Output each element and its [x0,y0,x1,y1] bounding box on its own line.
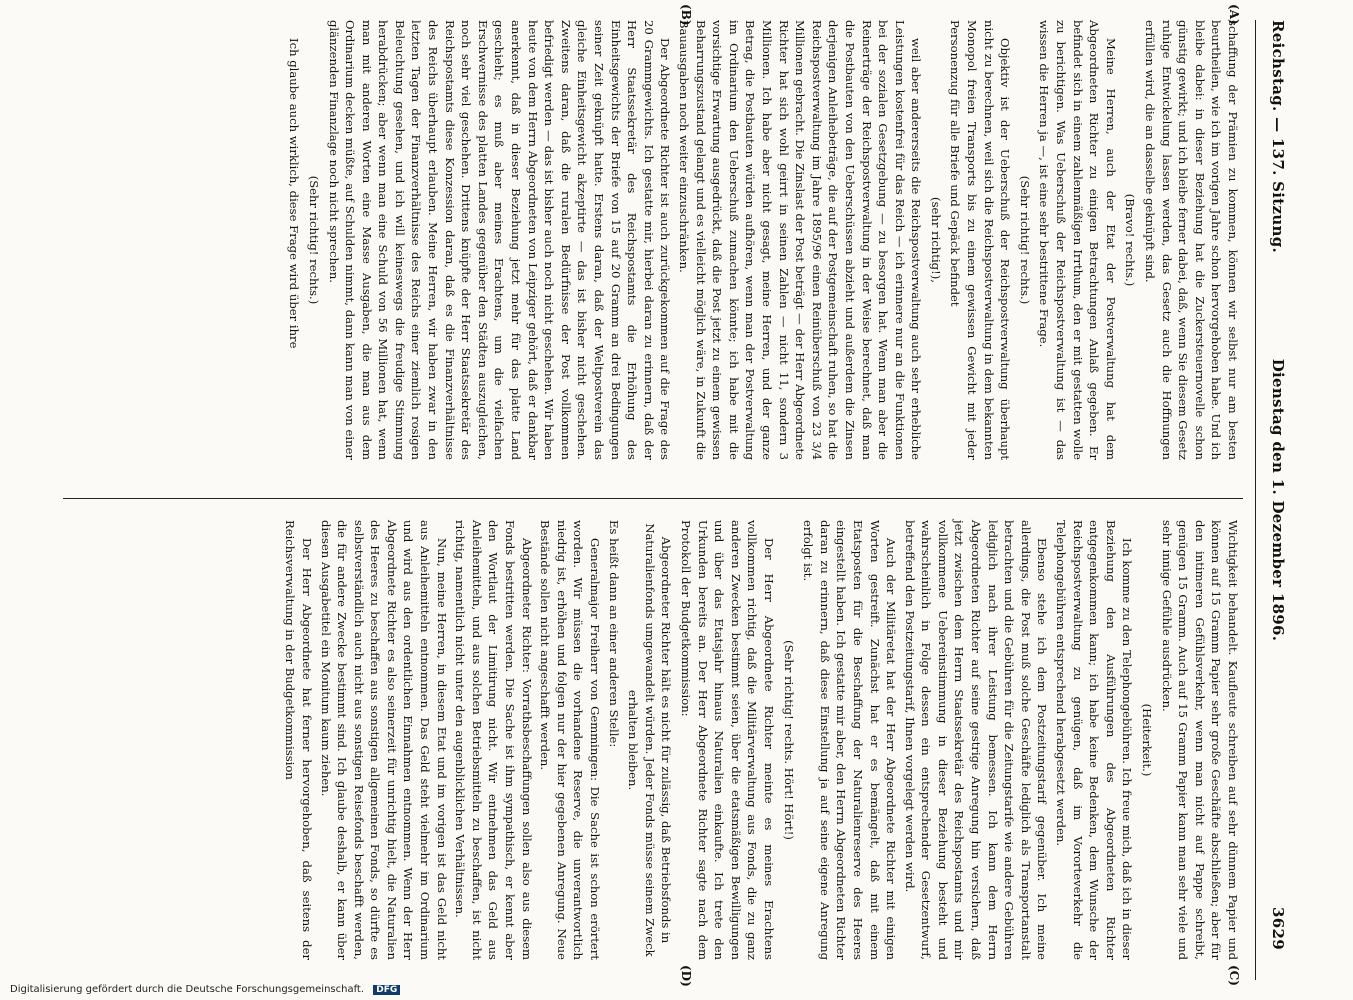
paragraph: (Heiterkeit.) [1140,703,1155,777]
paragraph: Abgeordneter Richter hält es nicht für zulässig, daß Betriebsfonds in Naturalienfonds umgewandelt würden. Jeder Fonds müsse seinem Zweck erhalten bleiben. [626,523,674,957]
paragraph: Objektiv ist der Ueberschuß der Reichspostverwaltung überhaupt nicht zu berechnen, weil sich die Reichspostverwaltung in dem bekannten Monopol freien Transports bis zu einem gewissen Gewicht mit jeder Personenzug für alle Briefe und Gepäck befindet [948,20,1013,460]
paragraph: (Bravo! rechts.) [1123,193,1138,287]
margin-mark-a: (A) [1227,4,1241,25]
header-title: Reichstag. — 137. Sitzung. [1269,20,1287,254]
column-divider [63,498,1243,499]
paragraph: (sehr richtig!), [928,197,943,283]
paragraph: Ebenso stehe ich dem Postzeitungstarif gegenüber. Ich meine allerdings, die Post muß solche Geschäfte lediglich als Transportanstalt betrachten und die Gebühren für die Zeitungstarife wie andere Gebühren lediglich nach ihrer Leistung bemessen. Ich kann dem Herrn Abgeordneten Richter auf seine gestrige Anregung hin versichern, daß jetzt zwischen dem Herrn Staatssekretär des Reichspostamts und mir vollkommene Uebereinstimmung in dieser Beziehung besteht und wahrscheinlich in Folge dessen ein entsprechender Gesetzentwurf, betreffend den Postzeitungstarif, Ihnen vorgelegt werden wird. [902,520,1050,960]
paragraph: Ich glaube auch wirklich, diese Frage wird über ihre [287,38,302,349]
header-rule [1255,20,1256,980]
page-header [1255,20,1295,980]
paragraph: Abgeordneter Richter: Vorrathsbeschaffungen sollen also aus diesem Fonds bestritten werden. Die Sache ist ihm sympathisch, er kennt aber den Wortlaut der Limitirung nicht. Wir entnehmen das Geld aus Anleihemitteln, und aus solchen Betriebsmitteln zu beschaffen, ist nicht richtig, namentlich nicht unter den augenblicklichen Verhältnissen. [453,520,534,960]
paragraph: Nun, meine Herren, in diesem Etat und im vorigen ist das Geld nicht aus Anleihemitteln entnommen. Das Geld steht vielmehr im Ordinarium und wird aus den ordentlichen Einnahmen entnommen. Wenn der Herr Abgeordnete Richter es also seinerzeit für unrichtig hielt, die Naturalien des Heeres zu beschaffen aus sonstigen allgemeinen Fonds, so dürfte es selbstverständlich auch nicht aus sonstigen Reisefonds beschafft werden, die für andere Zwecke bestimmt sind. Ich glaube deshalb, er kann über diesen Ausgabetitel ein Monitum kaum ziehen. [318,520,449,960]
paragraph: Wichtigkeit behandelt. Kaufleute schreiben auf sehr dünnem Papier und können auf 15 Gramm Papier sehr große Geschäfte abschließen; aber für den intimeren Gefühlsverkehr, wenn man nicht auf Pappe schreibt, genügen 15 Gramm. Auch auf 15 Gramm Papier kann man sehr viele und sehr innige Gefühle ausdrücken. [1159,520,1240,960]
digitization-footer [0,984,1353,1000]
footer-text: Digitalisierung gefördert durch die Deutsche Forschungsgemeinschaft. [10,984,365,995]
paragraph: Auch der Militäretat hat der Herr Abgeordnete Richter mit einigen Worten gestreift. Zunächst hat er es bemängelt, daß mit einem Etatsposten für die Beschaffung der Naturalienreserve des Heeres eingestellt haben. Ich gestatte mir aber, den Herrn Abgeordneten Richter daran zu erinnern, daß diese Einstellung ja auf seine eigene Anregung erfolgt ist. [801,520,899,960]
dfg-logo: DFG [373,985,400,995]
paragraph: (Sehr richtig! rechts. Hört! Hört!) [781,640,796,840]
paragraph: weil aber andererseits die Reichspostverwaltung auch sehr erhebliche Leistungen kostenfrei für das Reich — ich erinnere nur an die Funktionen bei der sozialen Gesetzgebung — zu besorgen hat. Wenn man aber die Reinerträge der Reichspostverwaltung in der Weise berechnet, daß man die Postbauten von den Ueberschüssen abzieht und außerdem die Zinsen derjenigen Anleihebeträge, die auf der Postgemeinschaft ruhen, so hat die Reichspostverwaltung im Jahre 1895/96 einen Reinüberschuß von 23 3/4 Millionen gebracht. Die Zinslast der Post beträgt — der Herr Abgeordnete Richter hat sich wohl geirrt in seinen Zahlen — nicht 11, sondern 3 Millionen. Ich habe aber nicht gesagt, meine Herren, und der ganze Betrag, die Postbauten würden aufhören, wenn man der Postverwaltung im Ordinarium den Ueberschuß zumachen könnte; ich habe mit die vorsichtige Erwartung ausgedrückt, daß die Post jetzt zu einem gewissen Beharrungszustand gelangt und es vielleicht möglich wäre, in Zukunft die Bauausgaben noch weiter einzuschränken. [677,20,924,460]
margin-mark-d: (D) [679,965,693,987]
page-number: 3629 [1269,907,1287,950]
right-column [280,520,1241,960]
paragraph: Generalmajor Freiherr von Gemmingen: Die Sache ist schon erörtert worden. Wir müssen die vorhandene Reserve, die unverantwortlich niedrig ist, erhöhen und folgen nur der hier gegebenen Anregung. Neue Bestände sollen nicht angeschafft werden. [538,520,603,960]
header-date: Dienstag den 1. Dezember 1896. [1269,358,1287,642]
paragraph: Es heißt dann an einer anderen Stelle: [606,520,621,748]
paragraph: Der Herr Abgeordnete hat ferner hervorgehoben, daß seitens der Reichsverwaltung in der Budgetkommission [283,520,314,960]
margin-mark-b: (B) [679,4,693,26]
paragraph: Der Abgeordnete Richter ist auch zurückgekommen auf die Frage des 20 Grammgewichts. Ich gestatte mir, hierbei daran zu erinnern, daß der Herr Staatssekretär des Reichspostamts die Erhöhung des Einheitsgewichts der Briefe von 15 auf 20 Gramm an drei Bedingungen seiner Zeit geknüpft hatte. Erstens daran, daß der Weltpostverein das gleiche Einheitsgewicht akzeptirte — das ist bisher nicht geschehen. Zweitens daran, daß die ruralen Bedürfnisse der Post vollkommen befriedigt werden — das ist bisher auch noch nicht geschehen. Wir haben heute von dem Herrn Abgeordneten von Leipziger gehört, daß er dankbar anerkennt, daß in dieser Beziehung jetzt mehr für das platte Land geschieht; es muß aber meines Erachtens, um die vielfachen Erschwernisse des platten Landes gegenüber den Städten auszugleichen, noch sehr viel geschehen. Drittens knüpfte der Herr Staatssekretär des Reichspostamts diese Konzession daran, daß es die Finanzverhältnisse des Reichs überhaupt erlauben. Meine Herren, wir haben zwar in den letzten Tagen der Finanzverhältnisse des Reichs einer ziemlich rosigen Beleuchtung gesehen, und ich will keineswegs die freudige Stimmung herabdrücken; aber wenn man eine Schuld von 56 Millionen hat, wenn man mit anderen Worten eine Masse Ausgaben, die man aus dem Ordinarium decken müßte, auf Schulden nimmt, dann kann man von einer glänzenden Finanzlage noch nicht sprechen. [326,20,673,460]
paragraph: Der Herr Abgeordnete Richter meinte es meines Erachtens vollkommen richtig, daß die Militärverwaltung aus Fonds, die zu ganz anderen Zwecken bestimmt seien, über die etatsmäßigen Bewilligungen und über das Etatsjahr hinaus Naturalien einkaufte. Ich trete den Urkunden bereits an. Der Herr Abgeordnete Richter sagte nach dem Protokoll der Budgetkommission: [679,520,776,960]
paragraph: Meine Herren, auch der Etat der Postverwaltung hat dem Abgeordneten Richter zu einigen Betrachtungen Anlaß gegeben. Er befindet sich in einem zahlenmäßigen Irrthum, den er mit gestatten wolle zu berichtigen. Was Ueberschuß der Reichspostverwaltung ist — das wissen die Herren ja —, ist eine sehr bestrittene Frage. [1037,20,1118,460]
paragraph: (Sehr richtig! rechts.) [1017,175,1032,305]
paragraph: Ich komme zu den Telephongebühren. Ich freue mich, daß ich in dieser Beziehung den Ausführungen des Abgeordneten Richter entgegenkommen kann; ich habe keine Bedenken, dem Wunsche der Reichspostverwaltung zu genügen, daß im Vororteverkehr die Telephongebühren entsprechend herabgesetzt werden. [1054,520,1135,960]
paragraph: schaffung der Prämien zu kommen, können wir selbst nur am besten beurtheilen, wie ich im vorigen Jahre schon hervorgehoben habe. Und ich bleibe dabei: in dieser Beziehung hat die Zuckersteuernovelle schon günstig gewirkt; und ich bleibe ferner dabei, daß, wenn Sie diesem Gesetz ruhige Entwickelung lassen werden, das Gesetz auch die Hoffnungen erfüllen wird, die an dasselbe geknüpft sind. [1143,20,1240,460]
margin-mark-c: (C) [1227,965,1241,986]
paragraph: (Sehr richtig! rechts.) [306,175,321,305]
left-column [284,20,1241,460]
